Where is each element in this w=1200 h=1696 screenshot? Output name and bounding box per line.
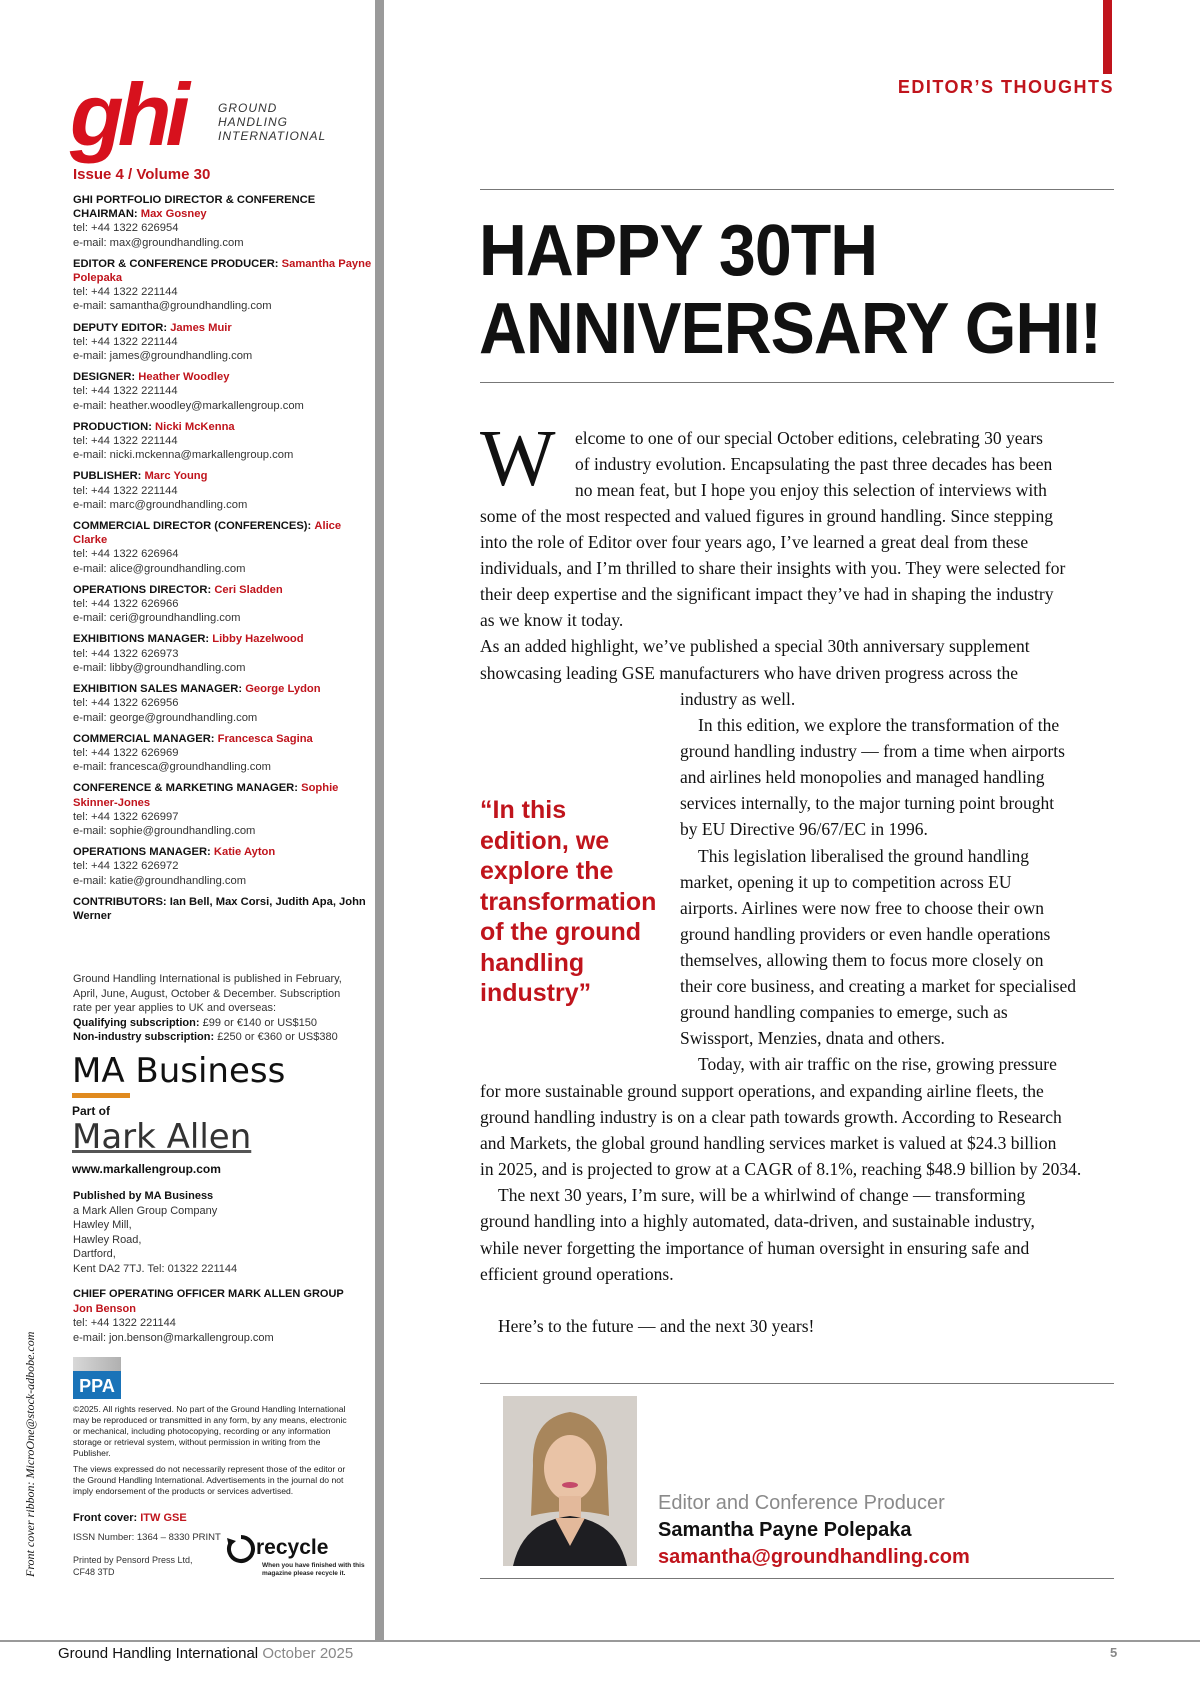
pull-quote: “In this edition, we explore the transformation of the ground handling industry”	[480, 796, 657, 1007]
staff-tel: tel: +44 1322 626956	[73, 697, 179, 710]
logo-wordmark: ghi	[70, 65, 184, 164]
headline-top-rule	[480, 189, 1114, 190]
cover-ribbon-credit: Front cover ribbon: MicroOne@stock-adbobe.com	[23, 1331, 37, 1577]
front-cover-credit: Front cover: ITW GSE	[73, 1512, 187, 1524]
article-closing: for more sustainable ground support operations, and expanding airline fleets, the ground handling industry is on a clear path towards growth. According to Research and Markets, the global ground handling services market is valued at $24.3 billion in 2025, and is projected to grow at a CAGR of 8.1%, reaching $48.9 billion by 2034. The next 30 years, I’m sure, will be a whirlwind of change — transforming ground handling into a highly automated, data-driven, and sustainable industry, while never forgetting the importance of human oversight in ensuring safe and efficient ground operations. Here’s to the future — and the next 30 years!	[480, 1081, 1082, 1336]
ma-business-logo: MA Business Part of Mark Allen www.markallengroup.com	[72, 1051, 286, 1176]
staff-name: George Lydon	[245, 683, 321, 696]
staff-role: PRODUCTION:	[73, 420, 152, 433]
staff-entry	[73, 845, 373, 888]
staff-list	[73, 193, 373, 930]
staff-name: Marc Young	[144, 470, 208, 483]
staff-name: Libby Hazelwood	[212, 633, 304, 646]
staff-email[interactable]: e-mail: sophie@groundhandling.com	[73, 824, 256, 837]
staff-email[interactable]: e-mail: francesca@groundhandling.com	[73, 761, 271, 774]
staff-entry	[73, 519, 373, 576]
staff-role: PUBLISHER:	[73, 470, 142, 483]
article-intro-full: some of the most respected and valued figures in ground handling. Since stepping into the role of Editor over four years ago, I’ve learned a great deal from these individuals, and I’m thrilled to share their insights with you. They were selected for their deep expertise and the significant impact they’ve had in shaping the industry as we know it today. As an added highlight, we’ve published a special 30th anniversary supplement showcasing leading GSE manufacturers who have driven progress across the	[480, 506, 1066, 683]
portrait-image	[503, 1396, 637, 1566]
page-number: 5	[1110, 1645, 1118, 1660]
staff-role: OPERATIONS MANAGER:	[73, 846, 211, 859]
staff-entry	[73, 583, 373, 626]
staff-entry	[73, 321, 373, 364]
staff-tel: tel: +44 1322 221144	[73, 286, 178, 299]
website-link[interactable]: www.markallengroup.com	[72, 1162, 221, 1176]
section-label: EDITOR’S THOUGHTS	[897, 77, 1114, 97]
legal-notice: ©2025. All rights reserved. No part of the Ground Handling International may be reproduced or transmitted in any form, by any means, electronic or mechanical, including photocopying, recording or any information storage or retrieval system, without permission in writing from the Publisher. The views expressed do not necessarily represent those of the editor or the Ground Handling International. Advertisements in the journal do not imply endorsement of the products or services advertised.	[73, 1404, 347, 1496]
staff-entry	[73, 370, 373, 413]
headline-bottom-rule	[480, 382, 1114, 383]
staff-email[interactable]: e-mail: alice@groundhandling.com	[73, 562, 246, 575]
editor-signature: Editor and Conference Producer Samantha Payne Polepaka samantha@groundhandling.com	[658, 1490, 970, 1571]
ppa-logo: PPA	[73, 1357, 121, 1399]
staff-role: CONFERENCE & MARKETING MANAGER:	[73, 782, 298, 795]
staff-entry	[73, 632, 373, 675]
staff-email[interactable]: e-mail: marc@groundhandling.com	[73, 498, 248, 511]
staff-email[interactable]: e-mail: libby@groundhandling.com	[73, 661, 246, 674]
staff-name: Nicki McKenna	[155, 420, 235, 433]
printer-credit: Printed by Pensord Press Ltd, CF48 3TD	[73, 1555, 193, 1577]
staff-email[interactable]: e-mail: ceri@groundhandling.com	[73, 612, 241, 625]
staff-name: Max Gosney	[140, 208, 207, 221]
staff-name: Francesca Sagina	[217, 732, 313, 745]
staff-role: EDITOR & CONFERENCE PRODUCER:	[73, 257, 279, 270]
staff-email[interactable]: e-mail: heather.woodley@markallengroup.com	[73, 399, 304, 412]
staff-email[interactable]: e-mail: max@groundhandling.com	[73, 236, 244, 249]
staff-tel: tel: +44 1322 221144	[73, 385, 178, 398]
staff-name: James Muir	[170, 321, 232, 334]
recycle-icon	[226, 1534, 256, 1564]
staff-tel: tel: +44 1322 626973	[73, 647, 179, 660]
staff-tel: tel: +44 1322 626972	[73, 860, 179, 873]
section-accent-bar	[1103, 0, 1112, 74]
footer-rule	[0, 1640, 1200, 1642]
staff-role: EXHIBITION SALES MANAGER:	[73, 683, 243, 696]
staff-name: Heather Woodley	[138, 371, 230, 384]
staff-role: COMMERCIAL MANAGER:	[73, 732, 215, 745]
staff-entry	[73, 469, 373, 512]
logo-subtitle: GROUND HANDLING INTERNATIONAL	[218, 101, 327, 143]
staff-role: DESIGNER:	[73, 371, 136, 384]
signature-top-rule	[480, 1383, 1114, 1384]
staff-name: Alice Clarke	[73, 520, 342, 547]
staff-tel: tel: +44 1322 626969	[73, 746, 179, 759]
staff-tel: tel: +44 1322 626964	[73, 548, 179, 561]
staff-name: Katie Ayton	[213, 846, 276, 859]
staff-name: Ceri Sladden	[214, 583, 283, 596]
staff-tel: tel: +44 1322 221144	[73, 335, 178, 348]
staff-role: EXHIBITIONS MANAGER:	[73, 633, 210, 646]
contributors: CONTRIBUTORS: Ian Bell, Max Corsi, Judith Apa, John Werner	[73, 895, 366, 922]
coo-contact: CHIEF OPERATING OFFICER MARK ALLEN GROUP Jon Benson tel: +44 1322 221144 e-mail: jon.benson@markallengroup.com	[73, 1287, 363, 1345]
staff-email[interactable]: e-mail: samantha@groundhandling.com	[73, 300, 272, 313]
staff-entry	[73, 781, 373, 838]
coo-email[interactable]: e-mail: jon.benson@markallengroup.com	[73, 1331, 274, 1344]
staff-email[interactable]: e-mail: katie@groundhandling.com	[73, 874, 247, 887]
signature-bottom-rule	[480, 1578, 1114, 1579]
staff-email[interactable]: e-mail: james@groundhandling.com	[73, 350, 253, 363]
issn-number: ISSN Number: 1364 – 8330 PRINT	[73, 1532, 221, 1543]
staff-role: DEPUTY EDITOR:	[73, 321, 168, 334]
publisher-address: Published by MA Business a Mark Allen Group Company Hawley Mill, Hawley Road, Dartford, Kent DA2 7TJ. Tel: 01322 221144	[73, 1190, 238, 1275]
editor-email-link[interactable]: samantha@groundhandling.com	[658, 1546, 970, 1568]
staff-tel: tel: +44 1322 221144	[73, 484, 178, 497]
drop-cap: W	[480, 415, 556, 503]
staff-email[interactable]: e-mail: george@groundhandling.com	[73, 711, 258, 724]
staff-entry	[73, 420, 373, 463]
issue-number: Issue 4 / Volume 30	[73, 166, 211, 183]
orange-rule	[72, 1093, 130, 1098]
article-narrow-column: industry as well. In this edition, we explore the transformation of the ground handling industry — from a time when airports and airlines held monopolies and managed handling services internally, to the major turning point brought by EU Directive 96/67/EC in 1996. This legislation liberalised the ground handling market, opening it up to competition across EU airports. Airlines were now free to choose their own ground handling providers or even handle operations themselves, allowing them to focus more closely on their core business, and creating a market for specialised ground handling companies to emerge, such as Swissport, Menzies, dnata and others. Today, with air traffic on the rise, growing pressure	[680, 689, 1077, 1075]
staff-role: GHI PORTFOLIO DIRECTOR & CONFERENCE CHAIRMAN:	[73, 194, 316, 221]
staff-email[interactable]: e-mail: nicki.mckenna@markallengroup.com	[73, 449, 294, 462]
staff-name: Samantha Payne Polepaka	[73, 257, 372, 285]
staff-role: OPERATIONS DIRECTOR:	[73, 583, 212, 596]
ghi-logo	[70, 65, 327, 164]
recycle-logo: recycle When you have finished with this magazine please recycle it.	[226, 1532, 366, 1580]
staff-tel: tel: +44 1322 626966	[73, 598, 179, 611]
staff-tel: tel: +44 1322 626997	[73, 810, 179, 823]
mark-allen-logo: Mark Allen	[72, 1117, 252, 1157]
masthead-column	[0, 0, 370, 1640]
article-intro-indented: elcome to one of our special October editions, celebrating 30 years of industry evolution. Encapsulating the past three decades has been no mean feat, but I hope you enjoy this selection of interviews with	[575, 428, 1053, 501]
editor-portrait	[503, 1396, 637, 1566]
staff-entry	[73, 193, 373, 250]
staff-tel: tel: +44 1322 626954	[73, 222, 179, 235]
staff-name: Sophie Skinner-Jones	[73, 782, 339, 809]
staff-role: COMMERCIAL DIRECTOR (CONFERENCES):	[73, 520, 312, 533]
column-divider	[375, 0, 384, 1640]
staff-entry	[73, 732, 373, 775]
staff-entry	[73, 257, 373, 314]
staff-entry	[73, 682, 373, 725]
footer-publication: Ground Handling International October 2025	[58, 1645, 354, 1662]
headline: HAPPY 30TH ANNIVERSARY GHI!	[479, 211, 1102, 369]
staff-tel: tel: +44 1322 221144	[73, 435, 178, 448]
publication-info: Ground Handling International is published in February, April, June, August, October & December. Subscription rate per year applies to UK and overseas: Qualifying subscription: £99 or €140 or US$150 Non-industry subscription: £250 or €360 or US$380	[73, 973, 342, 1043]
